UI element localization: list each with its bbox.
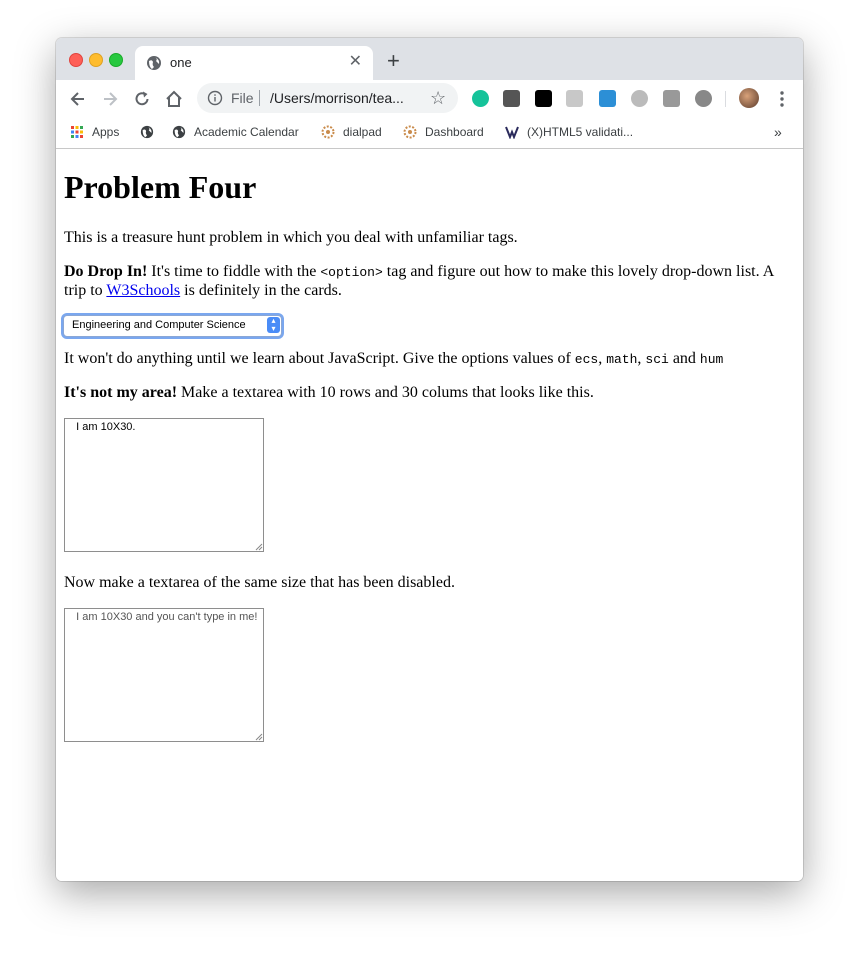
bookmark-academic-calendar[interactable] (172, 123, 299, 141)
info-icon[interactable] (207, 90, 223, 106)
help-extension-icon[interactable] (566, 90, 583, 107)
bookmark-star-icon[interactable]: ☆ (430, 88, 447, 108)
bookmark-dashboard[interactable] (403, 123, 484, 141)
browser-toolbar (56, 80, 803, 118)
code-ecs: ecs (574, 352, 599, 367)
back-arrow-icon[interactable] (68, 89, 88, 109)
tab-strip (56, 38, 803, 80)
forward-arrow-icon[interactable] (100, 89, 120, 109)
globe-icon (140, 125, 154, 139)
drop-in-bold: Do Drop In! (64, 263, 148, 280)
intro-paragraph: This is a treasure hunt problem in which you deal with unfamiliar tags. (64, 229, 518, 246)
javascript-paragraph (64, 350, 784, 369)
tab-title: one (170, 55, 192, 70)
textarea-10x30[interactable]: I am 10X30. (64, 418, 264, 552)
area-text: Make a textarea with 10 rows and 30 colums that looks like this. (177, 384, 594, 401)
address-bar[interactable] (197, 83, 458, 113)
bookmark-globe[interactable] (140, 123, 162, 141)
reload-icon[interactable] (132, 89, 152, 109)
avatar[interactable] (739, 88, 759, 108)
w3schools-link[interactable]: W3Schools (106, 282, 181, 299)
bookmark-label: Apps (92, 125, 120, 139)
validator-icon (505, 125, 519, 139)
toolbar-divider (725, 91, 726, 107)
globe-icon (172, 125, 186, 139)
drop-in-text: is definitely in the cards. (180, 282, 342, 299)
url-separator (259, 90, 260, 106)
bookmark-label: dialpad (343, 125, 382, 139)
disabled-paragraph: Now make a textarea of the same size that has been disabled. (64, 574, 455, 591)
js-text: It won't do anything until we learn about JavaScript. Give the options values of (64, 350, 575, 367)
url-text[interactable]: /Users/morrison/tea... (270, 90, 404, 106)
select-value: Engineering and Computer Science (72, 319, 246, 331)
bookmark-dialpad[interactable] (321, 123, 382, 141)
extension-icon[interactable] (503, 90, 520, 107)
es-extension-icon[interactable] (663, 90, 680, 107)
menu-kebab-icon[interactable] (774, 90, 790, 108)
home-icon[interactable] (164, 89, 184, 109)
resize-grip-icon[interactable] (255, 543, 263, 551)
close-window-button[interactable] (69, 53, 83, 67)
globe-icon (146, 55, 162, 71)
bookmark-apps[interactable] (70, 123, 119, 141)
zoom-window-button[interactable] (109, 53, 123, 67)
separator: , (637, 350, 646, 367)
drop-in-paragraph (64, 263, 784, 300)
drop-in-text: It's time to fiddle with the (147, 263, 321, 280)
grammarly-extension-icon[interactable] (472, 90, 489, 107)
apps-grid-icon (70, 125, 84, 139)
separator: , (598, 350, 607, 367)
gear-favicon-icon (321, 125, 335, 139)
browser-window (56, 38, 803, 881)
department-select[interactable] (63, 315, 282, 337)
bookmark-label: (X)HTML5 validati... (527, 125, 634, 139)
v-extension-icon[interactable] (535, 90, 552, 107)
tab-close-icon[interactable]: ✕ (348, 53, 362, 70)
url-scheme: File (231, 90, 254, 106)
textarea-disabled: I am 10X30 and you can't type in me! (64, 608, 264, 742)
circle-extension-icon[interactable] (695, 90, 712, 107)
code-hum: hum (699, 352, 724, 367)
drop-in-text: tag and figure out how to make this lovely drop-down list. A trip to (64, 263, 774, 299)
gear-favicon-icon (403, 125, 417, 139)
select-arrows-icon: ▴ ▾ (267, 317, 280, 333)
bookmark-label: Academic Calendar (194, 125, 299, 139)
bookmarks-bar (56, 118, 803, 149)
tab-one[interactable] (135, 46, 373, 80)
page-heading: Problem Four (64, 169, 257, 205)
textarea-paragraph (64, 384, 784, 402)
page-content (56, 149, 803, 881)
key-extension-icon[interactable] (599, 90, 616, 107)
code-sci: sci (645, 352, 669, 367)
new-tab-button[interactable]: + (387, 48, 400, 73)
bookmark-html5-validator[interactable] (505, 123, 633, 141)
area-bold: It's not my area! (64, 384, 178, 401)
minimize-window-button[interactable] (89, 53, 103, 67)
code-math: math (606, 352, 638, 367)
bookmarks-overflow-button[interactable]: » (774, 124, 782, 140)
att-extension-icon[interactable] (631, 90, 648, 107)
bookmark-label: Dashboard (425, 125, 484, 139)
separator: and (668, 350, 700, 367)
resize-grip-icon (255, 733, 263, 741)
option-code: <option> (320, 265, 383, 280)
